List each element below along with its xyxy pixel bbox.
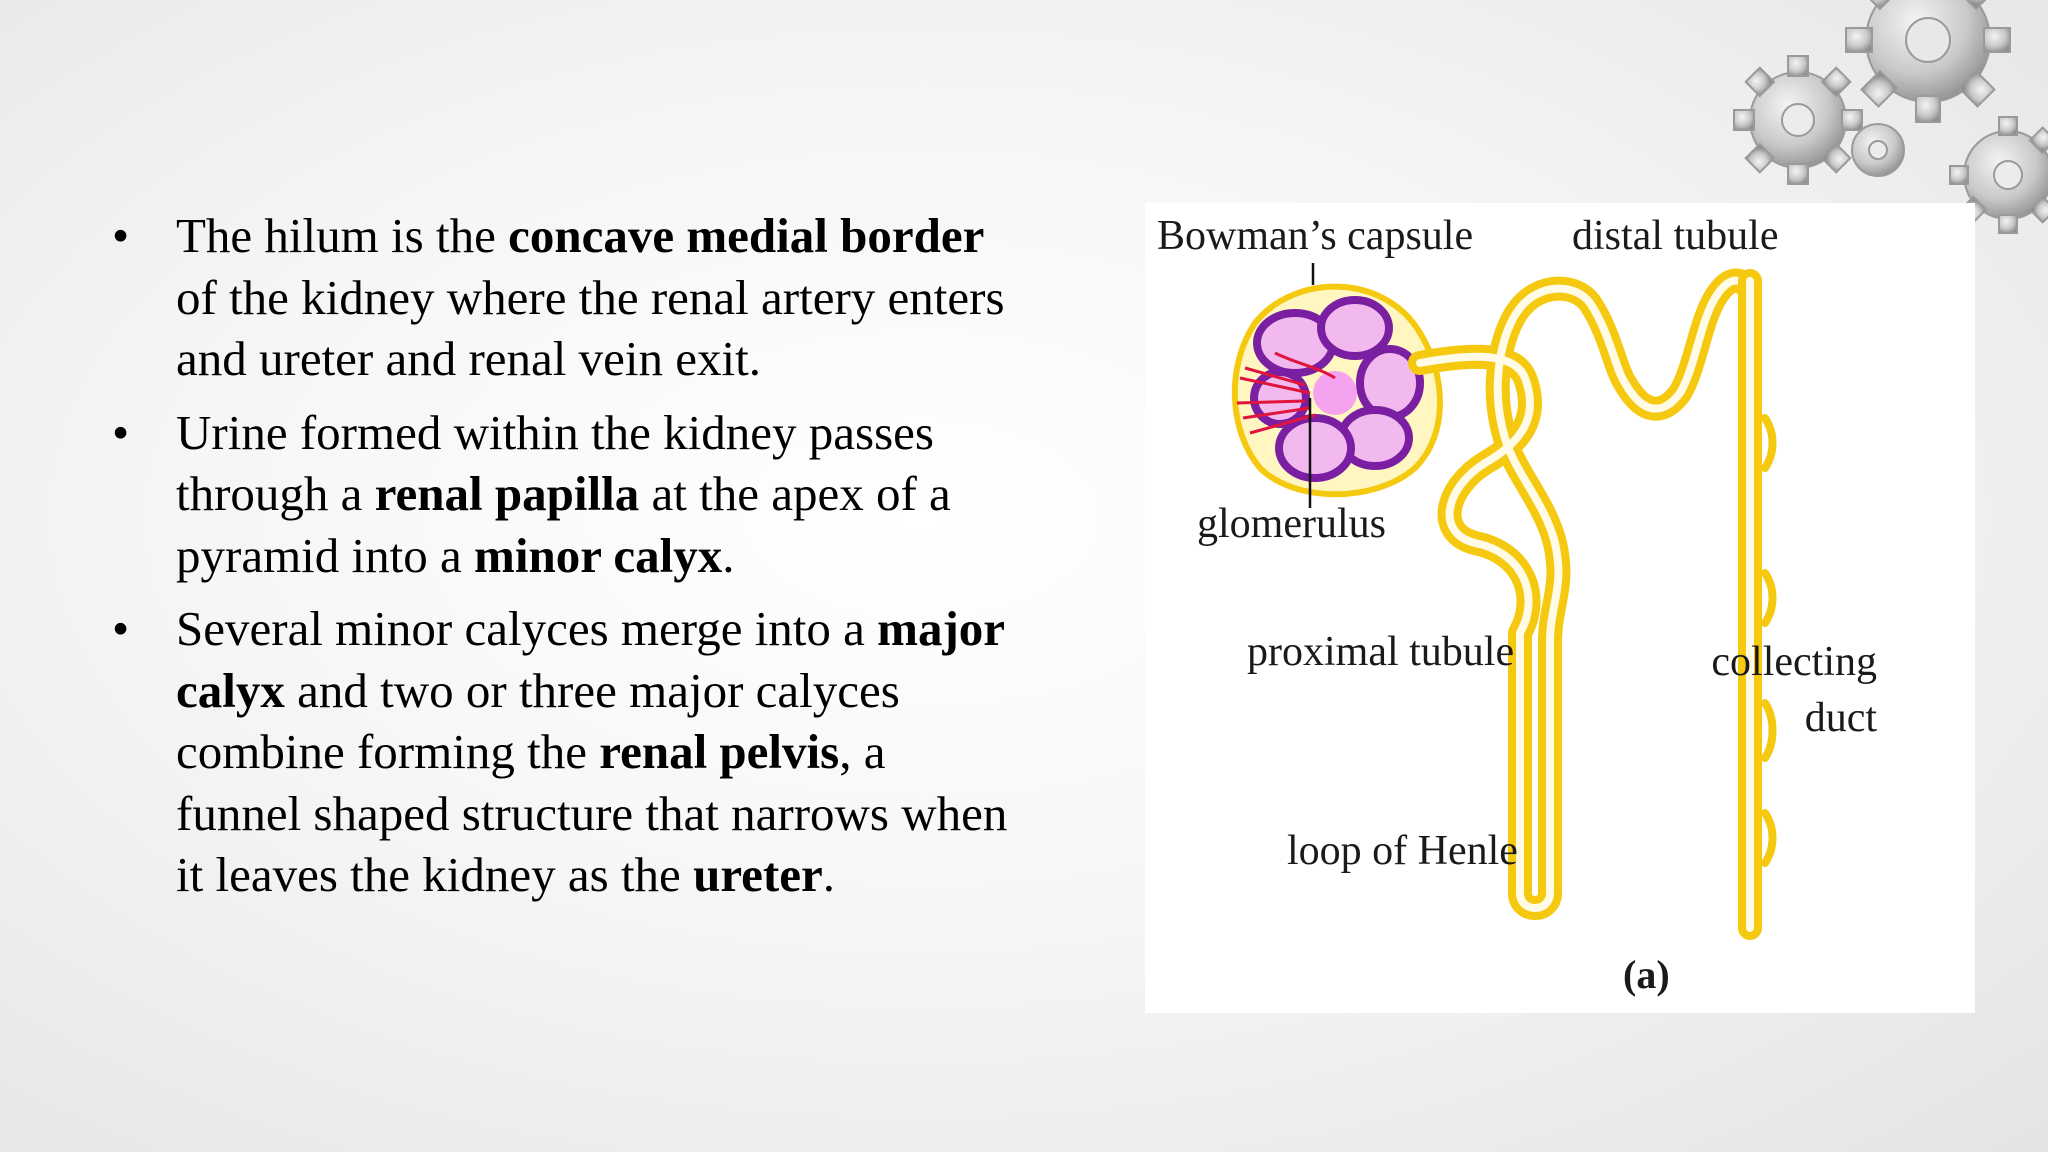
- bullet-item: [112, 598, 1012, 906]
- bullet-dot-icon: •: [112, 601, 130, 656]
- bullet-item: [112, 205, 1012, 390]
- bullet-text-run: at the apex of a pyramid into a: [176, 466, 951, 583]
- collecting-duct-label-line2: duct: [1804, 695, 1877, 741]
- bullet-list: [112, 205, 1012, 918]
- glomerulus-label: glomerulus: [1197, 501, 1386, 547]
- collecting-duct-label-line1: collecting: [1711, 639, 1877, 685]
- bullet-text-run: The hilum is the: [176, 208, 509, 263]
- bullet-text-bold: renal papilla: [374, 466, 640, 521]
- bullet-text-bold: renal pelvis: [599, 724, 840, 779]
- bullet-dot-icon: •: [112, 208, 130, 263]
- nephron-diagram: [1145, 203, 1975, 1013]
- nephron-figure: [1145, 203, 1975, 1013]
- bullet-text-bold: major calyx: [176, 601, 1005, 718]
- bullet-text-bold: minor calyx: [474, 527, 723, 583]
- bullet-text-run: Several minor calyces merge into a: [176, 601, 878, 656]
- bullet-text-bold: concave medial border: [508, 208, 985, 263]
- bullet-text-run: , a funnel shaped structure that narrows when it leaves the kidney as the: [176, 724, 1008, 902]
- bullet-text-run: and two or three major calyces combine forming the: [176, 662, 900, 779]
- bullet-text: [176, 601, 1007, 902]
- proximal-tubule-label: proximal tubule: [1247, 629, 1515, 675]
- bullet-dot-icon: •: [112, 404, 130, 460]
- bowmans-capsule-label: Bowman’s capsule: [1157, 213, 1474, 259]
- bullet-text: [176, 405, 951, 583]
- bullet-text-run: of the kidney where the renal artery enters and ureter and renal vein exit.: [176, 269, 1005, 386]
- distal-tubule-label: distal tubule: [1572, 213, 1779, 259]
- bullet-text-bold: ureter: [693, 847, 823, 902]
- bullet-text-run: .: [822, 847, 835, 902]
- bullet-item: [112, 402, 1012, 587]
- bullet-text: [176, 208, 1005, 386]
- loop-of-henle-label: loop of Henle: [1287, 828, 1518, 874]
- panel-label: (a): [1623, 952, 1670, 997]
- bullet-text-run: Urine formed within the kidney passes through a: [176, 404, 934, 521]
- bullet-text-run: .: [722, 527, 735, 583]
